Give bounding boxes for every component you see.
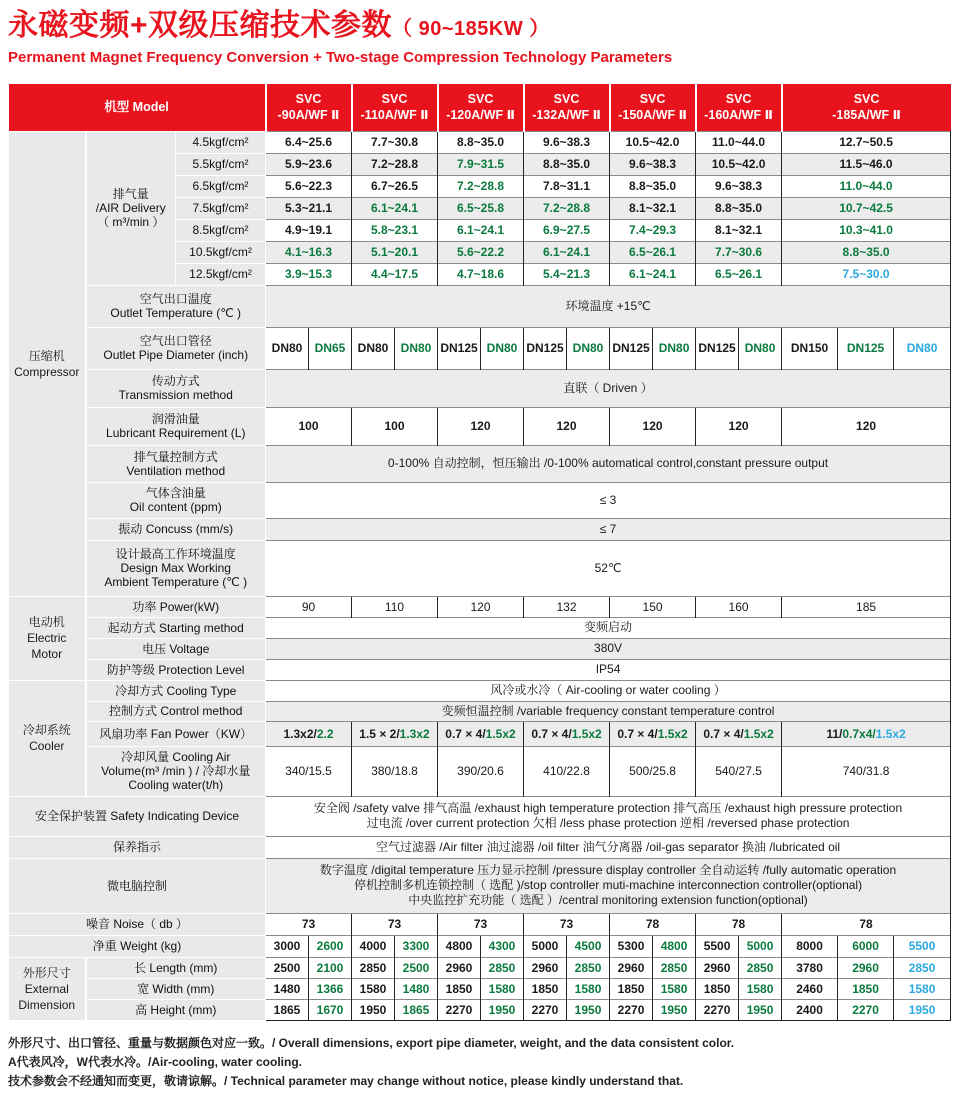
value-net-weight-m6-2: 5000: [739, 935, 782, 957]
model-header-1: SVC -90A/WF Ⅱ: [266, 84, 352, 131]
value-air-delivery-10.5-m1: 4.1~16.3: [266, 241, 352, 263]
value-net-weight-m2-1: 4000: [352, 935, 395, 957]
value-outlet-pipe-diameter-m2-2: DN80: [395, 327, 438, 369]
label-fan-power: 风扇功率 Fan Power（KW）: [86, 721, 266, 746]
value-power-m7: 185: [782, 596, 951, 617]
value-cooling-air-volume-m4: 410/22.8: [524, 746, 610, 796]
value-net-weight-m4-2: 4500: [567, 935, 610, 957]
value-fan-power-m3: 0.7 × 4/1.5x2: [438, 721, 524, 746]
label-safety-indicating-device: 安全保护装置 Safety Indicating Device: [9, 796, 266, 836]
value-power-m1: 90: [266, 596, 352, 617]
value-height-m5-2: 1950: [653, 999, 696, 1020]
model-header-2: SVC -110A/WF Ⅱ: [352, 84, 438, 131]
label-control-method: 控制方式 Control method: [86, 701, 266, 721]
value-air-delivery-7.5-m4: 7.2~28.8: [524, 197, 610, 219]
row-power: [9, 596, 951, 617]
value-length-m6-2: 2850: [739, 957, 782, 978]
value-air-delivery-12.5-m4: 5.4~21.3: [524, 263, 610, 285]
value-voltage: 380V: [266, 638, 951, 659]
value-width-m3-1: 1850: [438, 978, 481, 999]
value-lubricant-requirement-m5: 120: [610, 407, 696, 445]
value-air-delivery-4.5-m5: 10.5~42.0: [610, 131, 696, 153]
value-net-weight-m5-1: 5300: [610, 935, 653, 957]
value-net-weight-m7-3: 5500: [894, 935, 951, 957]
value-net-weight-m1-1: 3000: [266, 935, 309, 957]
value-length-m5-2: 2850: [653, 957, 696, 978]
value-air-delivery-4.5-m3: 8.8~35.0: [438, 131, 524, 153]
value-width-m7-2: 1850: [838, 978, 894, 999]
value-width-m1-1: 1480: [266, 978, 309, 999]
value-width-m2-2: 1480: [395, 978, 438, 999]
footnote-line-2: A代表风冷，W代表水冷。/Air-cooling, water cooling.: [8, 1054, 303, 1069]
value-power-m2: 110: [352, 596, 438, 617]
value-cooling-air-volume-m6: 540/27.5: [696, 746, 782, 796]
value-outlet-pipe-diameter-m4-2: DN80: [567, 327, 610, 369]
label-power: 功率 Power(kW): [86, 596, 266, 617]
label-voltage: 电压 Voltage: [86, 638, 266, 659]
value-power-m5: 150: [610, 596, 696, 617]
value-noise-m7: 78: [782, 913, 951, 935]
value-height-m5-1: 2270: [610, 999, 653, 1020]
value-air-delivery-6.5-m5: 8.8~35.0: [610, 175, 696, 197]
label-air-delivery-12.5: 12.5kgf/cm²: [176, 263, 266, 285]
model-header-cell: 机型 Model: [9, 84, 266, 131]
value-net-weight-m3-1: 4800: [438, 935, 481, 957]
row-microcomputer-control: [9, 858, 951, 913]
value-width-m2-1: 1580: [352, 978, 395, 999]
value-lubricant-requirement-m1: 100: [266, 407, 352, 445]
label-noise: 噪音 Noise（ db ）: [9, 913, 266, 935]
value-noise-m2: 73: [352, 913, 438, 935]
label-net-weight: 净重 Weight (kg): [9, 935, 266, 957]
value-height-m3-2: 1950: [481, 999, 524, 1020]
value-outlet-pipe-diameter-m1-1: DN80: [266, 327, 309, 369]
value-noise-m3: 73: [438, 913, 524, 935]
value-net-weight-m6-1: 5500: [696, 935, 739, 957]
value-height-m6-2: 1950: [739, 999, 782, 1020]
value-cooling-type: 风冷或水冷（ Air-cooling or water cooling ）: [266, 680, 951, 701]
value-control-method: 变频恒温控制 /variable frequency constant temperature control: [266, 701, 951, 721]
label-air-delivery-6.5: 6.5kgf/cm²: [176, 175, 266, 197]
label-ventilation-method: 排气量控制方式 Ventilation method: [86, 445, 266, 482]
value-lubricant-requirement-m4: 120: [524, 407, 610, 445]
page-subtitle: Permanent Magnet Frequency Conversion + Two-stage Compression Technology Parameters: [8, 49, 673, 66]
value-height-m4-2: 1950: [567, 999, 610, 1020]
row-air-delivery-4.5: [9, 131, 951, 153]
row-design-max-ambient-temperature: [9, 540, 951, 596]
label-maintenance-indication: 保养指示: [9, 836, 266, 858]
row-outlet-temperature: [9, 285, 951, 327]
row-ventilation-method: [9, 445, 951, 482]
value-air-delivery-8.5-m4: 6.9~27.5: [524, 219, 610, 241]
row-outlet-pipe-diameter: [9, 327, 951, 369]
value-fan-power-m5: 0.7 × 4/1.5x2: [610, 721, 696, 746]
value-fan-power-m4: 0.7 × 4/1.5x2: [524, 721, 610, 746]
value-cooling-air-volume-m5: 500/25.8: [610, 746, 696, 796]
value-height-m2-2: 1865: [395, 999, 438, 1020]
group-electric-motor: 电动机 Electric Motor: [9, 596, 86, 680]
model-header-3: SVC -120A/WF Ⅱ: [438, 84, 524, 131]
value-noise-m5: 78: [610, 913, 696, 935]
value-air-delivery-7.5-m3: 6.5~25.8: [438, 197, 524, 219]
value-air-delivery-5.5-m1: 5.9~23.6: [266, 153, 352, 175]
value-air-delivery-6.5-m4: 7.8~31.1: [524, 175, 610, 197]
value-cooling-air-volume-m2: 380/18.8: [352, 746, 438, 796]
value-length-m4-2: 2850: [567, 957, 610, 978]
value-fan-power-m1: 1.3x2/2.2: [266, 721, 352, 746]
table-body: [9, 131, 951, 1020]
value-length-m5-1: 2960: [610, 957, 653, 978]
row-protection-level: [9, 659, 951, 680]
label-concuss: 振动 Concuss (mm/s): [86, 518, 266, 540]
value-width-m5-1: 1850: [610, 978, 653, 999]
row-oil-content: [9, 482, 951, 518]
value-protection-level: IP54: [266, 659, 951, 680]
row-net-weight: [9, 935, 951, 957]
label-air-delivery-4.5: 4.5kgf/cm²: [176, 131, 266, 153]
value-air-delivery-4.5-m7: 12.7~50.5: [782, 131, 951, 153]
value-height-m7-2: 2270: [838, 999, 894, 1020]
label-design-max-ambient-temperature: 设计最高工作环境温度 Design Max Working Ambient Temperature (℃ ): [86, 540, 266, 596]
value-outlet-pipe-diameter-m2-1: DN80: [352, 327, 395, 369]
row-starting-method: [9, 617, 951, 638]
value-height-m3-1: 2270: [438, 999, 481, 1020]
value-oil-content: ≤ 3: [266, 482, 951, 518]
value-microcomputer-control: 数字温度 /digital temperature 压力显示控制 /pressure display controller 全自动运转 /fully automatic operation 停机控制多机连锁控制（ 选配 )/stop controller muti-machine interconnection controller(optional) 中央监控扩充功能（ 选配 ）/central monitoring extension function(optional): [266, 858, 951, 913]
table-header: [9, 84, 951, 131]
value-outlet-pipe-diameter-m3-2: DN80: [481, 327, 524, 369]
value-outlet-pipe-diameter-m6-2: DN80: [739, 327, 782, 369]
value-air-delivery-8.5-m7: 10.3~41.0: [782, 219, 951, 241]
value-design-max-ambient-temperature: 52℃: [266, 540, 951, 596]
value-air-delivery-5.5-m7: 11.5~46.0: [782, 153, 951, 175]
value-air-delivery-6.5-m3: 7.2~28.8: [438, 175, 524, 197]
row-width: [9, 978, 951, 999]
value-air-delivery-10.5-m4: 6.1~24.1: [524, 241, 610, 263]
value-lubricant-requirement-m2: 100: [352, 407, 438, 445]
label-outlet-temperature: 空气出口温度 Outlet Temperature (℃ ): [86, 285, 266, 327]
model-header-7: SVC -185A/WF Ⅱ: [782, 84, 951, 131]
row-cooling-air-volume: [9, 746, 951, 796]
value-air-delivery-12.5-m5: 6.1~24.1: [610, 263, 696, 285]
value-air-delivery-10.5-m7: 8.8~35.0: [782, 241, 951, 263]
value-net-weight-m2-2: 3300: [395, 935, 438, 957]
value-transmission-method: 直联（ Driven ）: [266, 369, 951, 407]
footnote-line-1: 外形尺寸、出口管径、重量与数据颜色对应一致。/ Overall dimensions, export pipe diameter, weight, and the data consistent color.: [8, 1035, 735, 1050]
value-length-m7-1: 3780: [782, 957, 838, 978]
value-air-delivery-8.5-m3: 6.1~24.1: [438, 219, 524, 241]
value-fan-power-m6: 0.7 × 4/1.5x2: [696, 721, 782, 746]
value-concuss: ≤ 7: [266, 518, 951, 540]
label-microcomputer-control: 微电脑控制: [9, 858, 266, 913]
value-air-delivery-5.5-m2: 7.2~28.8: [352, 153, 438, 175]
value-outlet-pipe-diameter-m7-3: DN80: [894, 327, 951, 369]
row-safety-indicating-device: [9, 796, 951, 836]
model-header-6: SVC -160A/WF Ⅱ: [696, 84, 782, 131]
row-length: [9, 957, 951, 978]
value-outlet-pipe-diameter-m6-1: DN125: [696, 327, 739, 369]
value-length-m3-2: 2850: [481, 957, 524, 978]
value-height-m6-1: 2270: [696, 999, 739, 1020]
value-height-m1-2: 1670: [309, 999, 352, 1020]
label-height: 高 Height (mm): [86, 999, 266, 1020]
value-outlet-pipe-diameter-m1-2: DN65: [309, 327, 352, 369]
value-air-delivery-8.5-m2: 5.8~23.1: [352, 219, 438, 241]
label-air-delivery-10.5: 10.5kgf/cm²: [176, 241, 266, 263]
value-noise-m1: 73: [266, 913, 352, 935]
row-cooling-type: [9, 680, 951, 701]
label-transmission-method: 传动方式 Transmission method: [86, 369, 266, 407]
group-cooler: 冷却系统 Cooler: [9, 680, 86, 796]
value-length-m3-1: 2960: [438, 957, 481, 978]
value-outlet-pipe-diameter-m4-1: DN125: [524, 327, 567, 369]
value-outlet-pipe-diameter-m7-1: DN150: [782, 327, 838, 369]
value-outlet-pipe-diameter-m3-1: DN125: [438, 327, 481, 369]
header-row: [9, 84, 951, 131]
value-height-m7-3: 1950: [894, 999, 951, 1020]
value-net-weight-m5-2: 4800: [653, 935, 696, 957]
value-width-m7-1: 2460: [782, 978, 838, 999]
value-air-delivery-5.5-m4: 8.8~35.0: [524, 153, 610, 175]
value-air-delivery-5.5-m6: 10.5~42.0: [696, 153, 782, 175]
value-height-m7-1: 2400: [782, 999, 838, 1020]
value-power-m4: 132: [524, 596, 610, 617]
row-lubricant-requirement: [9, 407, 951, 445]
label-cooling-type: 冷却方式 Cooling Type: [86, 680, 266, 701]
value-width-m3-2: 1580: [481, 978, 524, 999]
value-air-delivery-10.5-m6: 7.7~30.6: [696, 241, 782, 263]
value-outlet-pipe-diameter-m5-1: DN125: [610, 327, 653, 369]
page-title-range: （ 90~185KW ）: [392, 18, 550, 40]
label-air-delivery: 排气量 /AIR Delivery （ m³/min ）: [86, 131, 176, 285]
value-air-delivery-12.5-m6: 6.5~26.1: [696, 263, 782, 285]
value-cooling-air-volume-m1: 340/15.5: [266, 746, 352, 796]
value-lubricant-requirement-m6: 120: [696, 407, 782, 445]
value-width-m6-1: 1850: [696, 978, 739, 999]
value-width-m7-3: 1580: [894, 978, 951, 999]
row-fan-power: [9, 721, 951, 746]
value-power-m3: 120: [438, 596, 524, 617]
value-air-delivery-7.5-m7: 10.7~42.5: [782, 197, 951, 219]
value-air-delivery-12.5-m7: 7.5~30.0: [782, 263, 951, 285]
row-maintenance-indication: [9, 836, 951, 858]
value-air-delivery-7.5-m6: 8.8~35.0: [696, 197, 782, 219]
value-outlet-pipe-diameter-m7-2: DN125: [838, 327, 894, 369]
value-width-m5-2: 1580: [653, 978, 696, 999]
value-air-delivery-7.5-m1: 5.3~21.1: [266, 197, 352, 219]
row-noise: [9, 913, 951, 935]
value-cooling-air-volume-m7: 740/31.8: [782, 746, 951, 796]
row-control-method: [9, 701, 951, 721]
label-starting-method: 起动方式 Starting method: [86, 617, 266, 638]
value-width-m6-2: 1580: [739, 978, 782, 999]
value-outlet-pipe-diameter-m5-2: DN80: [653, 327, 696, 369]
model-header-4: SVC -132A/WF Ⅱ: [524, 84, 610, 131]
row-voltage: [9, 638, 951, 659]
label-width: 宽 Width (mm): [86, 978, 266, 999]
value-length-m4-1: 2960: [524, 957, 567, 978]
value-air-delivery-10.5-m5: 6.5~26.1: [610, 241, 696, 263]
value-starting-method: 变频启动: [266, 617, 951, 638]
value-air-delivery-6.5-m2: 6.7~26.5: [352, 175, 438, 197]
value-length-m1-1: 2500: [266, 957, 309, 978]
footnotes: [8, 1034, 950, 1091]
value-net-weight-m7-1: 8000: [782, 935, 838, 957]
value-net-weight-m3-2: 4300: [481, 935, 524, 957]
label-air-delivery-7.5: 7.5kgf/cm²: [176, 197, 266, 219]
label-length: 长 Length (mm): [86, 957, 266, 978]
value-ventilation-method: 0-100% 自动控制，恒压输出 /0-100% automatical control,constant pressure output: [266, 445, 951, 482]
group-external-dimension: 外形尺寸 External Dimension: [9, 957, 86, 1020]
value-cooling-air-volume-m3: 390/20.6: [438, 746, 524, 796]
value-air-delivery-6.5-m6: 9.6~38.3: [696, 175, 782, 197]
value-air-delivery-5.5-m5: 9.6~38.3: [610, 153, 696, 175]
value-power-m6: 160: [696, 596, 782, 617]
value-noise-m4: 73: [524, 913, 610, 935]
model-header-5: SVC -150A/WF Ⅱ: [610, 84, 696, 131]
label-air-delivery-8.5: 8.5kgf/cm²: [176, 219, 266, 241]
value-lubricant-requirement-m7: 120: [782, 407, 951, 445]
value-length-m1-2: 2100: [309, 957, 352, 978]
value-net-weight-m1-2: 2600: [309, 935, 352, 957]
value-fan-power-m7: 11/0.7x4/1.5x2: [782, 721, 951, 746]
value-noise-m6: 78: [696, 913, 782, 935]
value-air-delivery-10.5-m2: 5.1~20.1: [352, 241, 438, 263]
value-air-delivery-4.5-m2: 7.7~30.8: [352, 131, 438, 153]
row-height: [9, 999, 951, 1020]
value-air-delivery-7.5-m5: 8.1~32.1: [610, 197, 696, 219]
value-air-delivery-12.5-m3: 4.7~18.6: [438, 263, 524, 285]
value-air-delivery-8.5-m5: 7.4~29.3: [610, 219, 696, 241]
value-height-m1-1: 1865: [266, 999, 309, 1020]
parameters-table: [8, 84, 951, 1021]
label-air-delivery-5.5: 5.5kgf/cm²: [176, 153, 266, 175]
label-outlet-pipe-diameter: 空气出口管径 Outlet Pipe Diameter (inch): [86, 327, 266, 369]
value-length-m7-2: 2960: [838, 957, 894, 978]
value-air-delivery-12.5-m1: 3.9~15.3: [266, 263, 352, 285]
value-air-delivery-12.5-m2: 4.4~17.5: [352, 263, 438, 285]
value-height-m2-1: 1950: [352, 999, 395, 1020]
value-air-delivery-4.5-m4: 9.6~38.3: [524, 131, 610, 153]
value-length-m7-3: 2850: [894, 957, 951, 978]
row-concuss: [9, 518, 951, 540]
value-lubricant-requirement-m3: 120: [438, 407, 524, 445]
value-length-m2-1: 2850: [352, 957, 395, 978]
value-outlet-temperature: 环境温度 +15℃: [266, 285, 951, 327]
label-cooling-air-volume: 冷却风量 Cooling Air Volume(m³ /min ) / 冷却水量 Cooling water(t/h): [86, 746, 266, 796]
row-transmission-method: [9, 369, 951, 407]
label-lubricant-requirement: 润滑油量 Lubricant Requirement (L): [86, 407, 266, 445]
value-net-weight-m4-1: 5000: [524, 935, 567, 957]
value-air-delivery-4.5-m6: 11.0~44.0: [696, 131, 782, 153]
value-width-m1-2: 1366: [309, 978, 352, 999]
label-oil-content: 气体含油量 Oil content (ppm): [86, 482, 266, 518]
value-air-delivery-6.5-m1: 5.6~22.3: [266, 175, 352, 197]
value-air-delivery-8.5-m1: 4.9~19.1: [266, 219, 352, 241]
value-maintenance-indication: 空气过滤器 /Air filter 油过滤器 /oil filter 油气分离器 /oil-gas separator 换油 /lubricated oil: [266, 836, 951, 858]
value-safety-indicating-device: 安全阀 /safety valve 排气高温 /exhaust high temperature protection 排气高压 /exhaust high pressure protection 过电流 /over current protection 欠相 /less phase protection 逆相 /reversed phase protection: [266, 796, 951, 836]
value-length-m2-2: 2500: [395, 957, 438, 978]
value-height-m4-1: 2270: [524, 999, 567, 1020]
group-compressor: 压缩机 Compressor: [9, 131, 86, 596]
value-air-delivery-8.5-m6: 8.1~32.1: [696, 219, 782, 241]
value-net-weight-m7-2: 6000: [838, 935, 894, 957]
value-air-delivery-7.5-m2: 6.1~24.1: [352, 197, 438, 219]
value-air-delivery-10.5-m3: 5.6~22.2: [438, 241, 524, 263]
footnote-line-3: 技术参数会不经通知而变更，敬请谅解。/ Technical parameter may change without notice, please kindly understand that.: [8, 1073, 684, 1088]
page-title-cn: 永磁变频+双级压缩技术参数: [8, 9, 393, 42]
value-width-m4-1: 1850: [524, 978, 567, 999]
value-air-delivery-6.5-m7: 11.0~44.0: [782, 175, 951, 197]
value-air-delivery-4.5-m1: 6.4~25.6: [266, 131, 352, 153]
page-title: [8, 8, 950, 47]
label-protection-level: 防护等级 Protection Level: [86, 659, 266, 680]
value-air-delivery-5.5-m3: 7.9~31.5: [438, 153, 524, 175]
value-width-m4-2: 1580: [567, 978, 610, 999]
value-length-m6-1: 2960: [696, 957, 739, 978]
value-fan-power-m2: 1.5 × 2/1.3x2: [352, 721, 438, 746]
